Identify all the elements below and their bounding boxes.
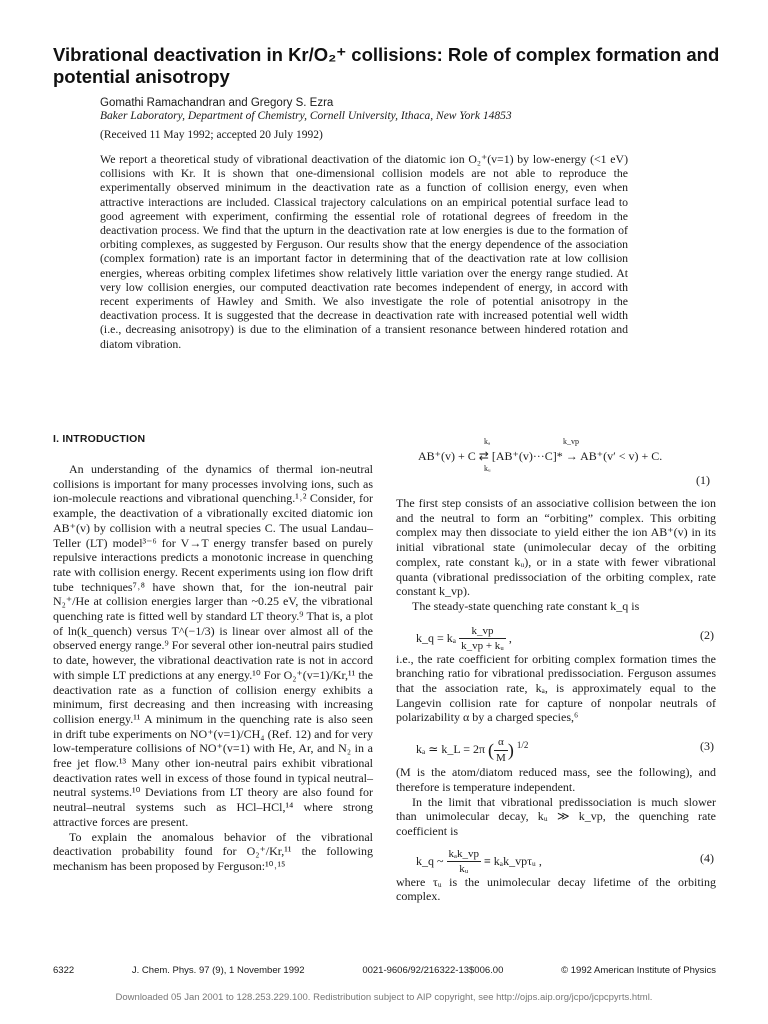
eq4-tail: ≡ kₐk_vpτᵤ , xyxy=(484,853,542,868)
download-notice: Downloaded 05 Jan 2001 to 128.253.229.100. Redistribution subject to AIP copyright, see http://ojps.aip.org/jcpo/jcpcpyrts.html. xyxy=(115,992,653,1003)
article-code: 0021-9606/92/216322-13$006.00 xyxy=(362,965,504,976)
received-dates: (Received 11 May 1992; accepted 20 July 1992) xyxy=(100,129,323,141)
left-column xyxy=(53,462,373,874)
eq1-rate-ku: kᵤ xyxy=(484,464,491,473)
equation-1: AB⁺(v) + C ⇄ [AB⁺(v)···C]* → AB⁺(v′ < v) + C. xyxy=(418,449,663,463)
journal-citation: J. Chem. Phys. 97 (9), 1 November 1992 xyxy=(131,965,305,976)
eq4-fraction xyxy=(447,847,482,877)
eq1-rate-kvp: k_vp xyxy=(563,437,579,446)
equation-3: kₐ ≃ k_L = 2π ( $\frac{\alpha}{M}$ ) $^{1/2}$ (3) xyxy=(416,736,714,764)
rc-paragraph-3: i.e., the rate coefficient for orbiting complex formation times the branching ratio for vibrational predissociation. Ferguson assumes that the association rate, kₐ, is approximately equal to the Langevin collision rate for capture of nonpolar neutrals of polarizability α by a charged species,⁶ xyxy=(396,651,716,725)
eq2-numerator: k_vp xyxy=(459,624,506,640)
eq3-exponent: 1/2 xyxy=(516,740,529,751)
rc-paragraph-6: where τᵤ is the unimolecular decay lifetime of the orbiting complex. xyxy=(396,874,716,904)
equation-4 xyxy=(396,839,716,875)
rc-paragraph-5: In the limit that vibrational predissociation is much slower than unimolecular decay, kᵤ ≫ k_vp, the quenching rate coefficient is xyxy=(396,794,716,838)
eq3-fraction xyxy=(494,735,508,765)
right-column xyxy=(396,496,716,904)
eq2-number: (2) xyxy=(700,627,714,642)
eq1-rate-ka: kₐ xyxy=(484,437,491,446)
eq2-tail: , xyxy=(508,630,512,645)
eq1-number: (1) xyxy=(696,473,710,487)
authors: Gomathi Ramachandran and Gregory S. Ezra xyxy=(100,97,334,109)
abstract: We report a theoretical study of vibrational deactivation of the diatomic ion O₂⁺(v=1) by low-energy (<1 eV) collisions with Kr. It is shown that one-dimensional collision models are not able to reproduce the experimentally observed minimum in the deactivation rate as a function of collision energy, even when attractive interactions are included. Classical trajectory calculations on an empirical potential surface lead to good agreement with experiment, confirming the essential role of rotational degrees of freedom in the deactivation process. We find that the upturn in the deactivation rate at low energies is due to the formation of orbiting complexes, as suggested by Ferguson. Our results show that the energy dependence of the association (complex formation) rate is an important factor in determining that of the deactivation rate at low collision energies, whereas orbiting complex lifetimes show relatively little variation over the energy range studied. At very low collision energies, our computed deactivation rate becomes independent of energy, in accord with recent experiments of Hawley and Smith. We also investigate the role of potential anisotropy in the deactivation process. It is suggested that the decrease in deactivation rate with increased potential well width (i.e., decreasing anisotropy) is due to the elimination of a transient resonance between hindered rotation and diatom vibration. xyxy=(100,152,628,351)
eq2-lhs: k_q = kₐ xyxy=(416,630,457,645)
rc-paragraph-4: (M is the atom/diatom reduced mass, see the following), and therefore is temperature independent. xyxy=(396,765,716,794)
eq3-lhs: kₐ ≃ k_L = 2π xyxy=(416,742,486,757)
equation-2 xyxy=(396,614,716,652)
eq3-denominator: M xyxy=(496,751,506,764)
paper-title: Vibrational deactivation in Kr/O₂⁺ collisions: Role of complex formation and potential anisotropy xyxy=(53,44,720,87)
eq4-numerator: kₐk_vp xyxy=(447,847,482,863)
section-heading: I. INTRODUCTION xyxy=(53,433,146,445)
page-number: 6322 xyxy=(53,965,75,976)
eq4-lhs: k_q ~ xyxy=(416,853,444,868)
eq2-denominator: k_vp + kᵤ xyxy=(461,640,504,653)
page-footer xyxy=(53,965,716,976)
intro-paragraph-2: To explain the anomalous behavior of the vibrational deactivation probability found for O₂⁺/Kr,¹¹ the following mechanism has been proposed by Ferguson:¹⁰˒¹⁵ xyxy=(53,829,373,873)
eq3-numerator: α xyxy=(494,735,508,751)
intro-paragraph-1: An understanding of the dynamics of thermal ion-neutral collisions is important for many processes involving ions, such as ion-molecule reactions and vibrational quenching.¹˒² Consider, for example, the deactivation of a vibrationally excited diatomic ion AB⁺(v) by collision with a neutral species C. The usual Landau–Teller (LT) model³⁻⁶ for V→T energy transfer based on purely repulsive interactions predicts a monotonic increase in quenching rate with collision energy. Recent experiments using ion flow drift tube techniques⁷˒⁸ have shown that, for the ion-neutral pair N₂⁺/He at collision energies larger than ~0.25 eV, the vibrational quenching rate is fitted well by standard LT theory.⁹ That is, a plot of ln(k_quench) versus T^(−1/3) is linear over almost all of the observed energy range.⁹ For several other ion-neutral pairs studied to date, however, the vibrational deactivation rate is not in accord with simple LT predictions at any energy.¹⁰ For O₂⁺(v=1)/Kr,¹¹ the deactivation rate as a function of collision energy exhibits a minimum, first decreasing and then increasing with increasing collision energy.¹¹ A minimum in the quenching rate is also seen in drift tube experiments on NO⁺(v=1)/CH₄ (Ref. 12) and for very low-temperature collisions of NO⁺(v=1) with He, Ar, and N₂ in a free jet flow.¹³ Many other ion-neutral pairs exhibit vibrational deactivation rates well in excess of those found in typical neutral–neutral systems.¹⁰ Deviations from LT theory are also found for neutral–neutral systems such as HCl–HCl,¹⁴ where strong attractive forces are present. xyxy=(53,462,373,829)
copyright: © 1992 American Institute of Physics xyxy=(561,965,716,976)
eq3-number: (3) xyxy=(700,739,714,754)
rc-paragraph-2: The steady-state quenching rate constant k_q is xyxy=(412,598,640,613)
affiliation: Baker Laboratory, Department of Chemistry, Cornell University, Ithaca, New York 14853 xyxy=(100,110,512,122)
rc-paragraph-1: The first step consists of an associative collision between the ion and the neutral to form an “orbiting” complex. This orbiting complex may then dissociate to yield either the ion AB⁺(v) in its initial vibrational state (unimolecular decay of the orbiting complex, rate constant kᵤ), or in a state with fewer vibrational quanta (vibrational predissociation of the orbiting complex, rate constant k_vp). xyxy=(396,496,716,599)
eq4-denominator: kᵤ xyxy=(459,863,469,876)
eq4-number: (4) xyxy=(700,850,714,865)
eq2-fraction xyxy=(459,624,506,654)
